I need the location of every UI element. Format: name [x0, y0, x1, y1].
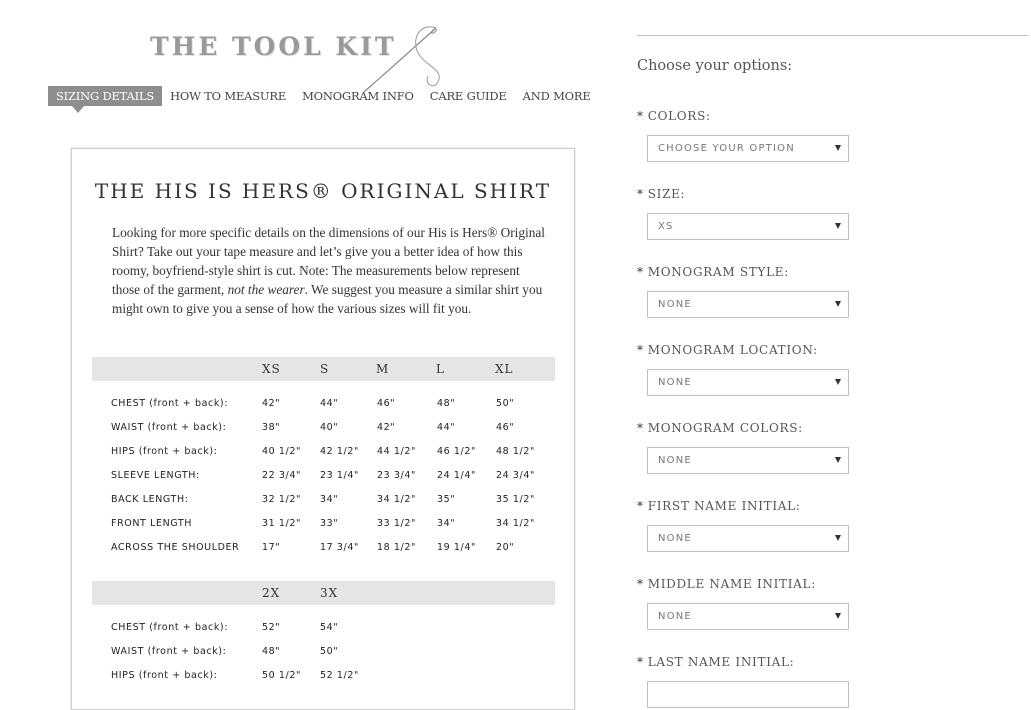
toolkit-tabs: [48, 86, 599, 106]
option-label-text: FIRST NAME INITIAL:: [647, 499, 801, 513]
size-column-header: S: [320, 362, 330, 376]
required-asterisk: *: [637, 499, 644, 513]
cell-value: 31 1/2": [262, 518, 301, 529]
intro-text-2: . We suggest you measure a similar shirt you might own to give you a sense of how the various sizes will fit you.: [112, 282, 543, 316]
cell-value: 48": [437, 398, 456, 409]
intro-paragraph: [112, 223, 548, 318]
select-value: XS: [658, 221, 674, 232]
size-column-header: L: [436, 362, 445, 376]
required-asterisk: *: [637, 421, 644, 435]
cell-value: 48 1/2": [496, 446, 535, 457]
cell-value: 34": [320, 494, 339, 505]
cell-value: 24 3/4": [496, 470, 535, 481]
divider: [637, 35, 1028, 36]
cell-value: 40 1/2": [262, 446, 301, 457]
tab-how-to-measure[interactable]: HOW TO MEASURE: [170, 89, 287, 103]
cell-value: 33": [320, 518, 339, 529]
option-label-text: COLORS:: [647, 109, 711, 123]
cell-value: 42 1/2": [320, 446, 359, 457]
option-label-text: MONOGRAM STYLE:: [647, 265, 789, 279]
cell-value: 23 1/4": [320, 470, 359, 481]
middle-name-initial-label: [637, 577, 816, 591]
size-column-header: 3X: [320, 586, 339, 600]
last-name-initial-select[interactable]: [647, 681, 849, 708]
required-asterisk: *: [637, 265, 644, 279]
cell-value: 46": [496, 422, 515, 433]
colors-label: [637, 109, 711, 123]
size-select[interactable]: [647, 213, 849, 240]
required-asterisk: *: [637, 655, 644, 669]
logo-text: THE TOOL KIT: [150, 32, 397, 61]
tab-and-more[interactable]: AND MORE: [522, 89, 591, 103]
sizing-details-panel: [71, 148, 575, 710]
cell-value: 32 1/2": [262, 494, 301, 505]
cell-value: 44 1/2": [377, 446, 416, 457]
cell-value: 52": [262, 622, 281, 633]
select-value: NONE: [658, 611, 692, 622]
monogram-style-select[interactable]: [647, 291, 849, 318]
row-label: HIPS (front + back):: [111, 446, 218, 457]
cell-value: 38": [262, 422, 281, 433]
cell-value: 44": [320, 398, 339, 409]
tab-monogram-info[interactable]: MONOGRAM INFO: [302, 89, 414, 103]
cell-value: 22 3/4": [262, 470, 301, 481]
size-column-header: XS: [262, 362, 281, 376]
required-asterisk: *: [637, 109, 644, 123]
cell-value: 19 1/4": [437, 542, 476, 553]
cell-value: 50 1/2": [262, 670, 301, 681]
row-label: ACROSS THE SHOULDER: [111, 542, 240, 553]
cell-value: 46 1/2": [437, 446, 476, 457]
cell-value: 44": [437, 422, 456, 433]
cell-value: 33 1/2": [377, 518, 416, 529]
row-label: HIPS (front + back):: [111, 670, 218, 681]
cell-value: 50": [496, 398, 515, 409]
dropdown-arrow-icon: [835, 457, 841, 463]
row-label: BACK LENGTH:: [111, 494, 189, 505]
option-label-text: MIDDLE NAME INITIAL:: [647, 577, 816, 591]
options-title: Choose your options:: [637, 58, 793, 74]
select-value: CHOOSE YOUR OPTION: [658, 143, 795, 154]
colors-select[interactable]: [647, 135, 849, 162]
select-value: NONE: [658, 533, 692, 544]
size-column-header: 2X: [262, 586, 281, 600]
cell-value: 42": [262, 398, 281, 409]
cell-value: 17": [262, 542, 281, 553]
monogram-location-select[interactable]: [647, 369, 849, 396]
option-label-text: SIZE:: [647, 187, 686, 201]
first-name-initial-label: [637, 499, 801, 513]
row-label: WAIST (front + back):: [111, 422, 227, 433]
cell-value: 34 1/2": [377, 494, 416, 505]
size-column-header: M: [376, 362, 390, 376]
required-asterisk: *: [637, 577, 644, 591]
dropdown-arrow-icon: [835, 379, 841, 385]
required-asterisk: *: [637, 187, 644, 201]
cell-value: 23 3/4": [377, 470, 416, 481]
select-value: NONE: [658, 377, 692, 388]
select-value: NONE: [658, 299, 692, 310]
option-label-text: LAST NAME INITIAL:: [647, 655, 795, 669]
cell-value: 24 1/4": [437, 470, 476, 481]
monogram-style-label: [637, 265, 789, 279]
dropdown-arrow-icon: [835, 301, 841, 307]
tab-sizing-details[interactable]: SIZING DETAILS: [48, 86, 162, 106]
first-name-initial-select[interactable]: [647, 525, 849, 552]
monogram-location-label: [637, 343, 818, 357]
dropdown-arrow-icon: [835, 535, 841, 541]
row-label: CHEST (front + back):: [111, 622, 229, 633]
row-label: WAIST (front + back):: [111, 646, 227, 657]
row-label: CHEST (front + back):: [111, 398, 229, 409]
row-label: FRONT LENGTH: [111, 518, 193, 529]
dropdown-arrow-icon: [835, 223, 841, 229]
dropdown-arrow-icon: [835, 145, 841, 151]
cell-value: 34 1/2": [496, 518, 535, 529]
size-table-header: [92, 357, 555, 381]
cell-value: 50": [320, 646, 339, 657]
option-label-text: MONOGRAM COLORS:: [647, 421, 803, 435]
cell-value: 52 1/2": [320, 670, 359, 681]
last-name-initial-label: [637, 655, 794, 669]
cell-value: 17 3/4": [320, 542, 359, 553]
monogram-colors-label: [637, 421, 803, 435]
intro-text-1: Looking for more specific details on the dimensions of our His is Hers® Original Shirt? Take out your tape measure and let’s give you a better idea of how this roomy, boyfriend-style shirt is cut. Note: The measurements below represent those of the garment,: [112, 225, 545, 297]
cell-value: 42": [377, 422, 396, 433]
cell-value: 40": [320, 422, 339, 433]
tab-care-guide[interactable]: CARE GUIDE: [429, 89, 507, 103]
cell-value: 35": [437, 494, 456, 505]
cell-value: 20": [496, 542, 515, 553]
required-asterisk: *: [637, 343, 644, 357]
monogram-colors-select[interactable]: [647, 447, 849, 474]
select-value: NONE: [658, 455, 692, 466]
cell-value: 46": [377, 398, 396, 409]
cell-value: 35 1/2": [496, 494, 535, 505]
option-label-text: MONOGRAM LOCATION:: [647, 343, 818, 357]
dropdown-arrow-icon: [835, 613, 841, 619]
cell-value: 48": [262, 646, 281, 657]
middle-name-initial-select[interactable]: [647, 603, 849, 630]
intro-emphasis: not the wearer: [227, 282, 305, 297]
size-column-header: XL: [495, 362, 514, 376]
panel-title: THE HIS IS HERS® ORIGINAL SHIRT: [94, 179, 552, 203]
row-label: SLEEVE LENGTH:: [111, 470, 200, 481]
cell-value: 34": [437, 518, 456, 529]
cell-value: 54": [320, 622, 339, 633]
cell-value: 18 1/2": [377, 542, 416, 553]
size-label: [637, 187, 685, 201]
size-table-header: [92, 581, 555, 605]
